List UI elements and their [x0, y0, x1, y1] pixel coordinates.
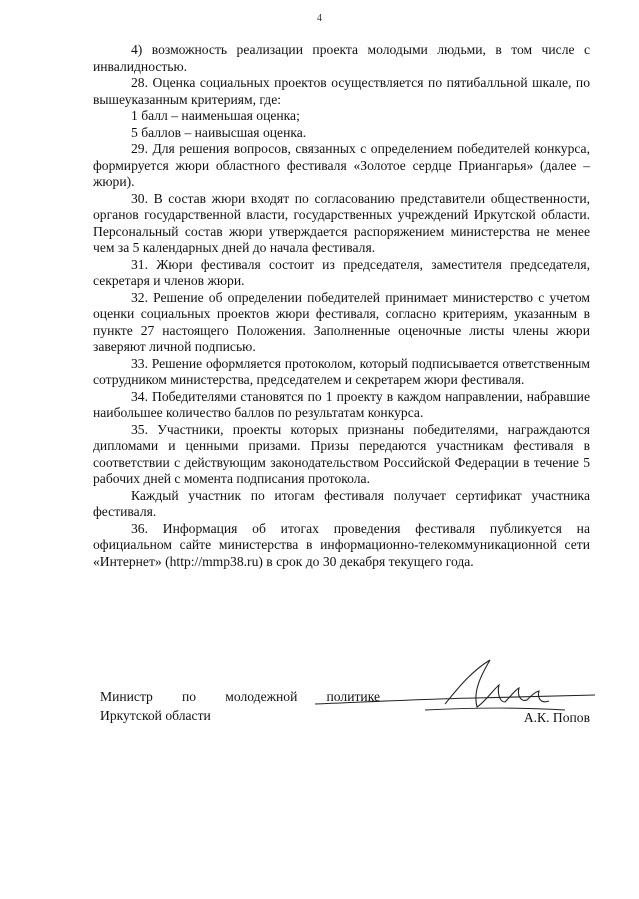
paragraph-30: 30. В состав жюри входят по согласованию представители общественности, органов государственной власти, государственных учреждений Иркутской области. Персональный состав жюри утверждается распоряжением министерства не менее чем за 5 календарных дней до начала фестиваля.: [93, 190, 590, 255]
signer-position: [100, 687, 380, 725]
signer-name: А.К. Попов: [523, 710, 590, 725]
paragraph-28: 28. Оценка социальных проектов осуществляется по пятибалльной шкале, по вышеуказанным критериям, где:: [93, 75, 590, 107]
paragraph-certificate: Каждый участник по итогам фестиваля получает сертификат участника фестиваля.: [93, 487, 590, 519]
paragraph-35: 35. Участники, проекты которых признаны победителями, награждаются дипломами и ценными призами. Призы передаются участникам фестиваля в соответствии с действующим законодательством Российской Федерации в течение 5 рабочих дней с момента подписания протокола.: [93, 421, 590, 486]
paragraph-33: 33. Решение оформляется протоколом, который подписывается ответственным сотрудником министерства, председателем и секретарем жюри фестиваля.: [93, 355, 590, 387]
paragraph-31: 31. Жюри фестиваля состоит из председателя, заместителя председателя, секретаря и членов жюри.: [93, 256, 590, 288]
signer-position-line1: Министр по молодежной политике: [100, 689, 380, 704]
paragraph-32: 32. Решение об определении победителей принимает министерство с учетом оценки социальных проектов жюри фестиваля, согласно критериям, указанным в пункте 27 настоящего Положения. Заполненные оценочные листы члены жюри заверяют личной подписью.: [93, 289, 590, 354]
signature-block: [100, 687, 590, 725]
signer-position-line2: Иркутской области: [100, 708, 211, 723]
paragraph-score-min: 1 балл – наименьшая оценка;: [131, 108, 300, 123]
paragraph-29: 29. Для решения вопросов, связанных с определением победителей конкурса, формируется жюри областного фестиваля «Золотое сердце Приангарья» (далее – жюри).: [93, 141, 590, 189]
page-number: 4: [317, 13, 322, 24]
paragraph-36: 36. Информация об итогах проведения фестиваля публикуется на официальном сайте министерства в информационно-телекоммуникационной сети «Интернет» (http://mmp38.ru) в срок до 30 декабря текущего года.: [93, 520, 590, 569]
paragraph-34: 34. Победителями становятся по 1 проекту в каждом направлении, набравшие наибольшее количество баллов по результатам конкурса.: [93, 388, 590, 420]
document-body: [93, 42, 590, 570]
paragraph-score-max: 5 баллов – наивысшая оценка.: [131, 124, 307, 140]
paragraph-criterion-4: 4) возможность реализации проекта молодыми людьми, в том числе с инвалидностью.: [93, 42, 590, 74]
